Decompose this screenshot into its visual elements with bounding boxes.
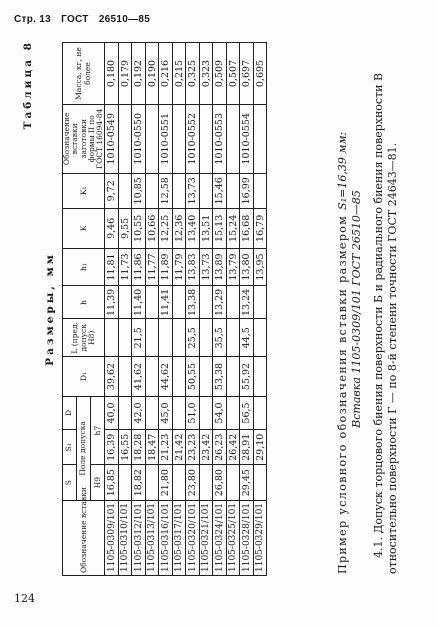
cell-D1 — [118, 357, 132, 397]
cell-h1: 13,83 — [186, 248, 200, 286]
col-designation: Обозначение вставки — [63, 500, 105, 575]
cell-h1: 13,79 — [226, 248, 240, 286]
cell-D: 54,0 — [213, 396, 227, 429]
cell-S — [118, 465, 132, 500]
cell-mass: 0,215 — [172, 43, 186, 105]
cell-mass: 0,509 — [213, 43, 227, 105]
cell-K1: 10,85 — [132, 173, 146, 208]
cell-D1: 44,62 — [159, 357, 173, 397]
cell-mass: 0,192 — [132, 43, 146, 105]
cell-designation: 1105-0317/101 — [172, 500, 186, 575]
cell-S1: 29,10 — [253, 430, 267, 465]
cell-h: 11,40 — [132, 286, 146, 319]
cell-S1: 26,23 — [213, 430, 227, 465]
cell-h1: 11,77 — [145, 248, 159, 286]
page-number: 124 — [14, 592, 35, 605]
cell-K: 13,51 — [199, 208, 213, 248]
table-label: Таблица 8 — [22, 40, 34, 130]
clause-4-1: 4.1. Допуск торцового биения поверхности Б и радиального биения поверхности В относительно поверхности Г — по 8-й степени точности ГОСТ 24643—81. — [372, 72, 399, 574]
cell-S1: 23,23 — [186, 430, 200, 465]
cell-form — [172, 105, 186, 174]
cell-h1: 13,89 — [213, 248, 227, 286]
cell-h1: 13,73 — [199, 248, 213, 286]
col-D1: D₁ — [63, 357, 105, 397]
example-designation: Вставка 1105-0309/101 ГОСТ 26510—85 — [350, 190, 363, 428]
cell-D1: 41,62 — [132, 357, 146, 397]
cell-mass: 0,179 — [118, 43, 132, 105]
table-body — [105, 43, 267, 576]
table-row — [213, 43, 227, 576]
cell-D1 — [226, 357, 240, 397]
cell-S1: 18,47 — [145, 430, 159, 465]
cell-mass: 0,180 — [105, 43, 119, 105]
cell-h: 13,38 — [186, 286, 200, 319]
cell-S: 26,80 — [213, 465, 227, 500]
example-lead: Пример условного обозначения вставки размером — [336, 214, 349, 574]
cell-S1: 21,23 — [159, 430, 173, 465]
cell-D1 — [199, 357, 213, 397]
cell-S: 29,45 — [240, 465, 254, 500]
cell-K1: 15,46 — [213, 173, 227, 208]
cell-K1: 16,99 — [240, 173, 254, 208]
cell-L: 44,5 — [240, 319, 254, 357]
cell-K1: 13,73 — [186, 173, 200, 208]
cell-mass: 0,190 — [145, 43, 159, 105]
cell-mass: 0,697 — [240, 43, 254, 105]
header-number: 26510—85 — [98, 14, 151, 25]
cell-D — [172, 396, 186, 429]
cell-form — [145, 105, 159, 174]
cell-mass: 0,323 — [199, 43, 213, 105]
cell-K1 — [172, 173, 186, 208]
cell-K: 15,24 — [226, 208, 240, 248]
cell-K1 — [253, 173, 267, 208]
cell-S: 21,80 — [159, 465, 173, 500]
cell-D1: 55,92 — [240, 357, 254, 397]
cell-mass: 0,216 — [159, 43, 173, 105]
cell-S — [199, 465, 213, 500]
cell-S1: 16,39 — [105, 430, 119, 465]
cell-S1: 23,42 — [199, 430, 213, 465]
cell-form: 1010-0551 — [159, 105, 173, 174]
header-standard: ГОСТ — [61, 14, 89, 25]
cell-K1: 12,58 — [159, 173, 173, 208]
cell-D — [253, 396, 267, 429]
cell-mass: 0,507 — [226, 43, 240, 105]
cell-S1: 18,28 — [132, 430, 146, 465]
cell-designation: 1105-0316/101 — [159, 500, 173, 575]
cell-D — [199, 396, 213, 429]
cell-designation: 1105-0324/101 — [213, 500, 227, 575]
cell-L: 25,5 — [186, 319, 200, 357]
cell-D1 — [145, 357, 159, 397]
cell-h: 13,24 — [240, 286, 254, 319]
page-header — [14, 14, 157, 25]
cell-form — [253, 105, 267, 174]
cell-designation: 1105-0309/101 — [105, 500, 119, 575]
cell-form: 1010-0549 — [105, 105, 119, 174]
cell-h1: 11,86 — [132, 248, 146, 286]
cell-D1: 39,62 — [105, 357, 119, 397]
cell-S: 16,85 — [105, 465, 119, 500]
cell-L — [159, 319, 173, 357]
col-form-designation: Обозначение вставки заготовки формы II по ГОСТ 16094-84 — [63, 105, 105, 174]
cell-D1 — [172, 357, 186, 397]
col-mass: Масса, кг, не более — [63, 43, 105, 105]
col-S1: S₁ — [63, 430, 77, 465]
cell-K: 10,55 — [132, 208, 146, 248]
cell-designation: 1105-0328/101 — [240, 500, 254, 575]
cell-form: 1010-0552 — [186, 105, 200, 174]
cell-L — [199, 319, 213, 357]
cell-S — [226, 465, 240, 500]
cell-form — [118, 105, 132, 174]
cell-mass: 0,695 — [253, 43, 267, 105]
cell-h1: 11,89 — [159, 248, 173, 286]
cell-L — [105, 319, 119, 357]
table-row — [172, 43, 186, 576]
cell-S1: 16,55 — [118, 430, 132, 465]
cell-h1: 11,81 — [105, 248, 119, 286]
col-K1: K₁ — [63, 173, 105, 208]
table-row — [226, 43, 240, 576]
col-h: h — [63, 286, 105, 319]
cell-h: 11,41 — [159, 286, 173, 319]
table-row — [186, 43, 200, 576]
cell-h1: 13,95 — [253, 248, 267, 286]
cell-form — [226, 105, 240, 174]
cell-D1: 50,55 — [186, 357, 200, 397]
cell-K: 12,36 — [172, 208, 186, 248]
col-h7: h7 — [91, 396, 105, 465]
cell-K: 13,40 — [186, 208, 200, 248]
dimensions-table — [62, 42, 267, 576]
cell-form: 1010-0550 — [132, 105, 146, 174]
cell-S — [145, 465, 159, 500]
col-tolerance-field: Поле допуска — [77, 396, 91, 500]
col-L: L (пред. допуск H8) — [63, 319, 105, 357]
table-row — [199, 43, 213, 576]
table-row — [105, 43, 119, 576]
cell-h — [172, 286, 186, 319]
cell-K1 — [199, 173, 213, 208]
col-H9: H9 — [91, 465, 105, 500]
rotated-content — [14, 36, 426, 582]
cell-D: 56,5 — [240, 396, 254, 429]
cell-D: 42,0 — [132, 396, 146, 429]
cell-D1 — [253, 357, 267, 397]
cell-h — [253, 286, 267, 319]
cell-h — [199, 286, 213, 319]
cell-S: 18,82 — [132, 465, 146, 500]
cell-designation: 1105-0329/101 — [253, 500, 267, 575]
cell-S — [253, 465, 267, 500]
table-row — [240, 43, 254, 576]
cell-D — [118, 396, 132, 429]
cell-K: 16,68 — [240, 208, 254, 248]
cell-L — [145, 319, 159, 357]
cell-form: 1010-0554 — [240, 105, 254, 174]
cell-L: 35,5 — [213, 319, 227, 357]
cell-h — [145, 286, 159, 319]
cell-K: 10,66 — [145, 208, 159, 248]
example-paragraph — [336, 44, 364, 574]
cell-K1 — [145, 173, 159, 208]
cell-designation: 1105-0320/101 — [186, 500, 200, 575]
col-S: S — [63, 465, 77, 500]
cell-K: 12,25 — [159, 208, 173, 248]
cell-form — [199, 105, 213, 174]
cell-L — [172, 319, 186, 357]
cell-K1: 9,72 — [105, 173, 119, 208]
cell-designation: 1105-0310/101 — [118, 500, 132, 575]
cell-D: 40,0 — [105, 396, 119, 429]
cell-designation: 1105-0325/101 — [226, 500, 240, 575]
cell-S1: 21,42 — [172, 430, 186, 465]
cell-designation: 1105-0313/101 — [145, 500, 159, 575]
cell-mass: 0,325 — [186, 43, 200, 105]
cell-L — [253, 319, 267, 357]
cell-designation: 1105-0321/101 — [199, 500, 213, 575]
cell-K: 9,46 — [105, 208, 119, 248]
cell-designation: 1105-0312/101 — [132, 500, 146, 575]
cell-h: 13,29 — [213, 286, 227, 319]
cell-h: 11,39 — [105, 286, 119, 319]
cell-D1: 53,38 — [213, 357, 227, 397]
cell-S1: 26,42 — [226, 430, 240, 465]
cell-h1: 13,80 — [240, 248, 254, 286]
cell-D: 51,0 — [186, 396, 200, 429]
cell-D — [145, 396, 159, 429]
cell-K: 9,55 — [118, 208, 132, 248]
cell-L — [226, 319, 240, 357]
cell-h — [226, 286, 240, 319]
col-D: D — [63, 396, 77, 429]
col-K: K — [63, 208, 105, 248]
table-row — [145, 43, 159, 576]
table-row — [159, 43, 173, 576]
cell-K1 — [118, 173, 132, 208]
cell-L — [118, 319, 132, 357]
cell-D — [226, 396, 240, 429]
table-row — [118, 43, 132, 576]
cell-S1: 28,91 — [240, 430, 254, 465]
cell-h1: 11,79 — [172, 248, 186, 286]
cell-D: 45,0 — [159, 396, 173, 429]
cell-h — [118, 286, 132, 319]
col-h1: h₁ — [63, 248, 105, 286]
cell-h1: 11,73 — [118, 248, 132, 286]
cell-K1 — [226, 173, 240, 208]
cell-L: 21,5 — [132, 319, 146, 357]
table-caption: Размеры, мм — [44, 252, 56, 366]
cell-form: 1010-0553 — [213, 105, 227, 174]
cell-S: 23,80 — [186, 465, 200, 500]
cell-S — [172, 465, 186, 500]
cell-K: 15,13 — [213, 208, 227, 248]
header-page: Стр. 13 — [14, 14, 52, 25]
table-row — [253, 43, 267, 576]
table-row — [132, 43, 146, 576]
example-size: S₁=16,39 мм: — [336, 131, 349, 210]
cell-K: 16,79 — [253, 208, 267, 248]
